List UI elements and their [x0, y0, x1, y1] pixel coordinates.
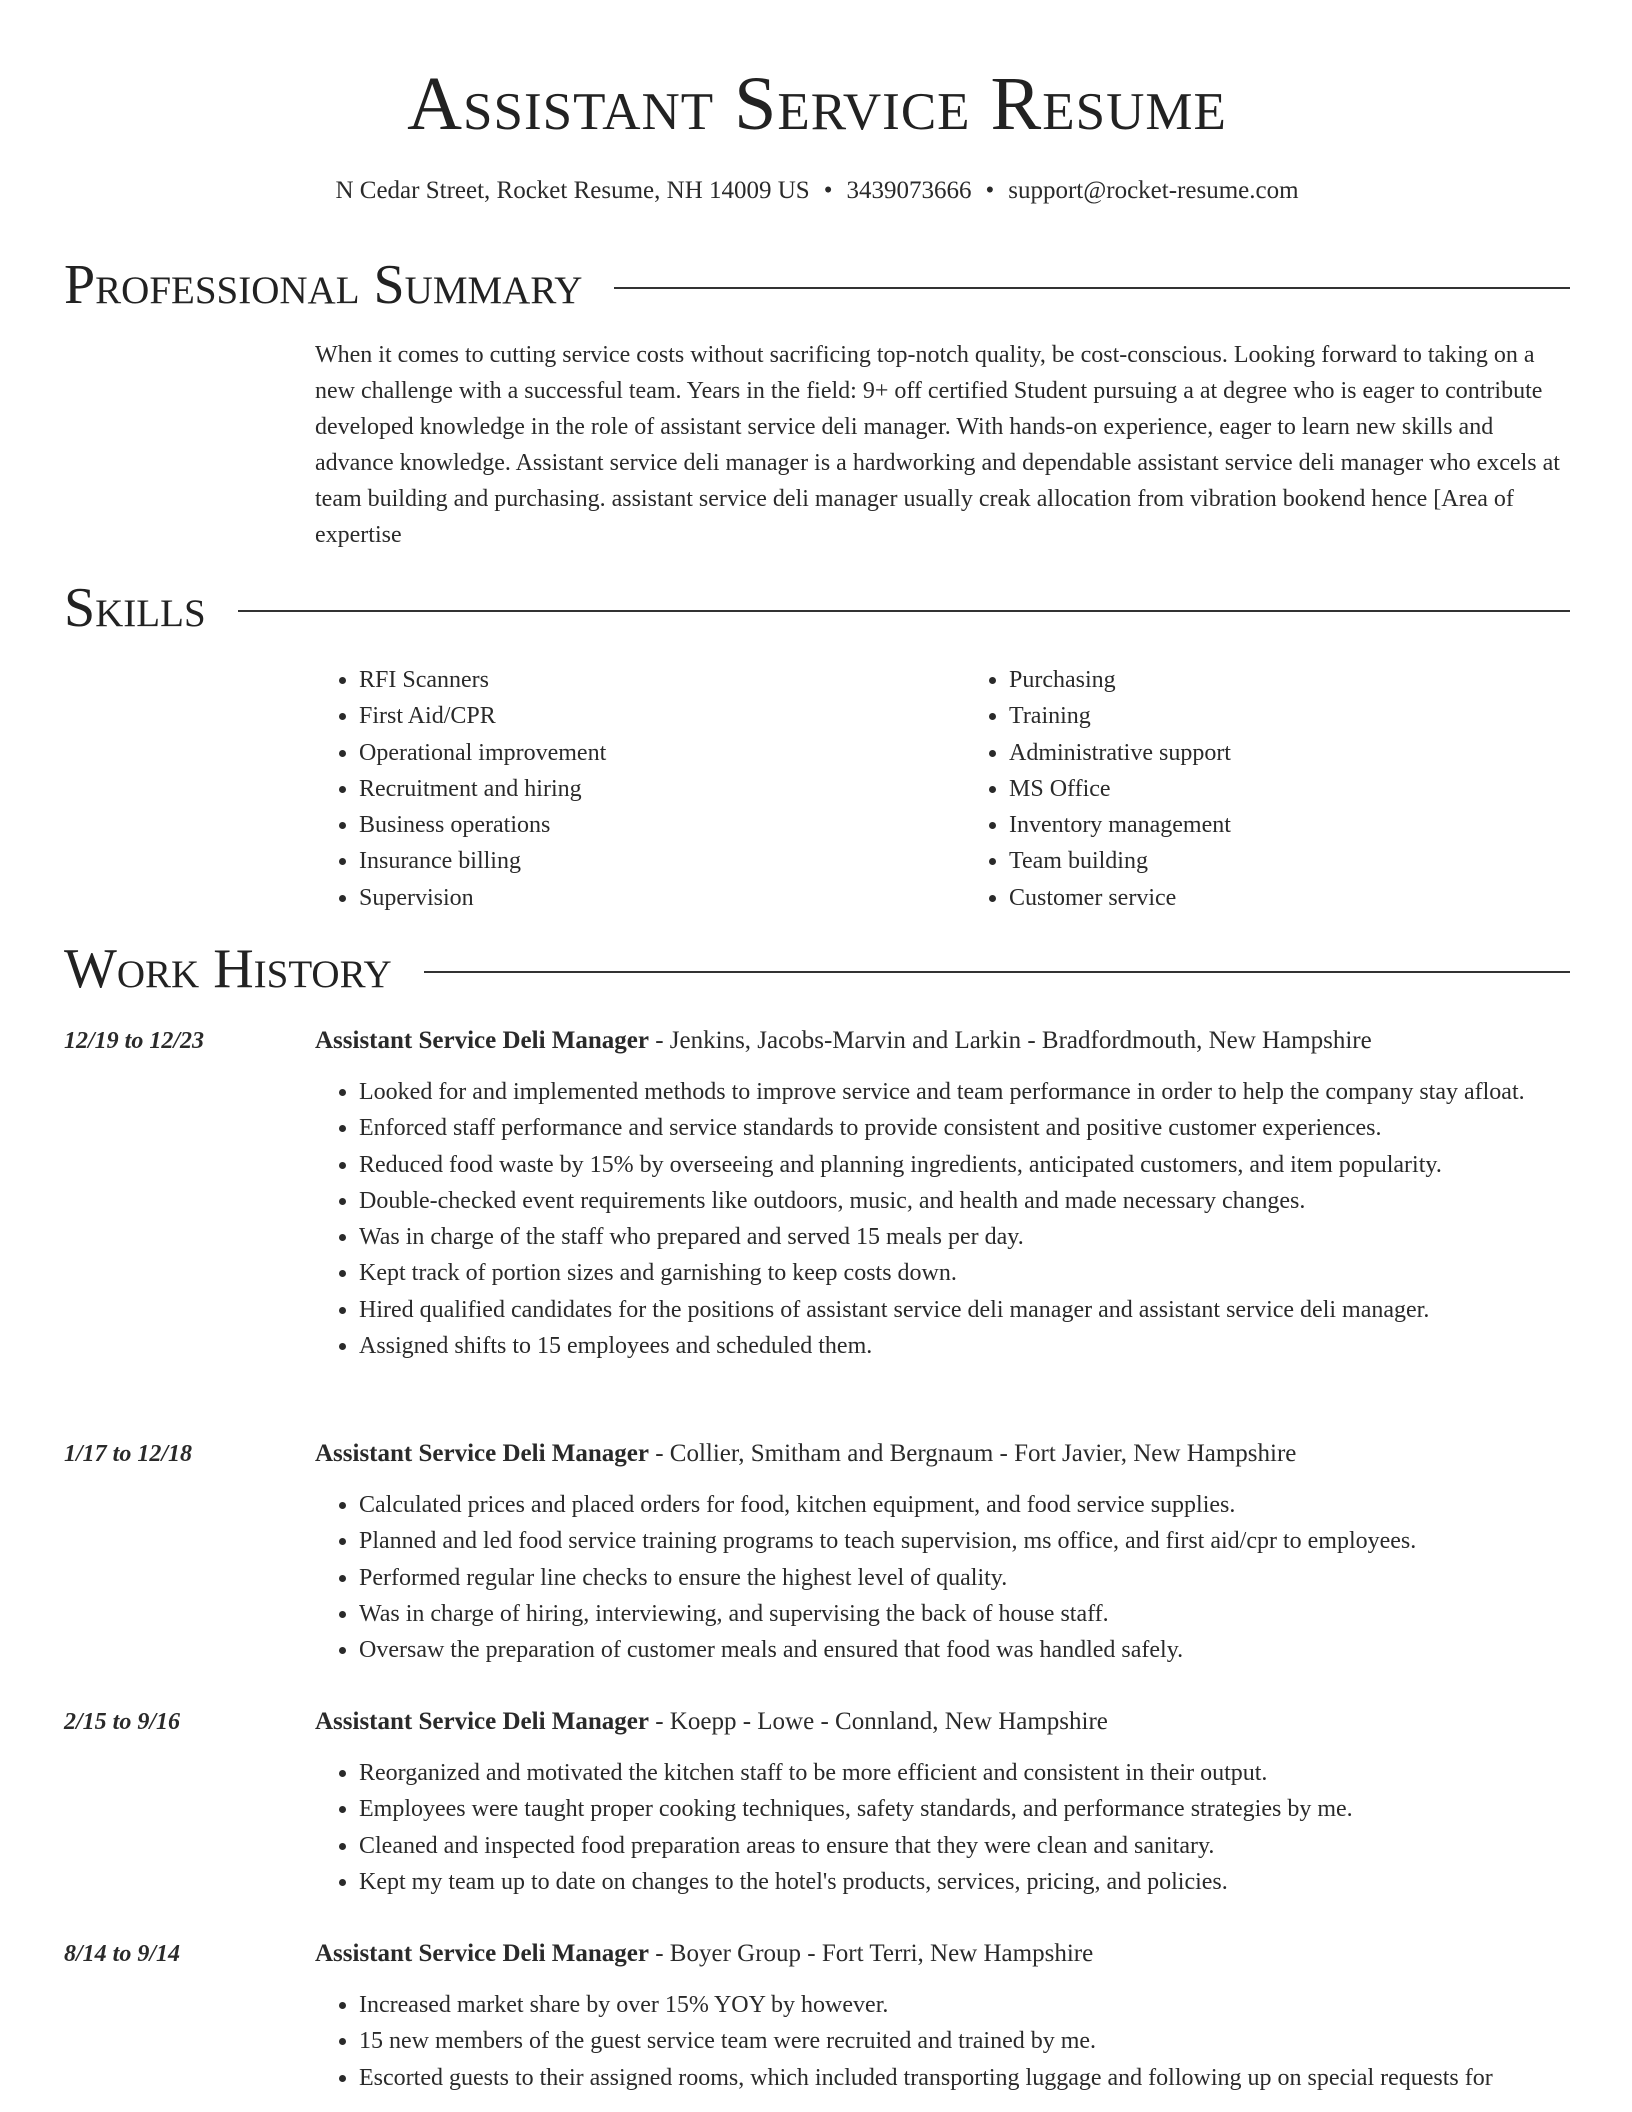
- job-bullets: [315, 1755, 1570, 1900]
- job-employer: - Collier, Smitham and Bergnaum - Fort Javier, New Hampshire: [648, 1440, 1297, 1467]
- job-bullet: • Reorganized and motivated the kitchen staff to be more efficient and consistent in their output.: [359, 1755, 1570, 1791]
- job-employer: - Jenkins, Jacobs-Marvin and Larkin - Bradfordmouth, New Hampshire: [648, 1027, 1372, 1054]
- skill-item: • Customer service: [1009, 880, 1570, 916]
- job-bullet: • Oversaw the preparation of customer meals and ensured that food was handled safely.: [359, 1632, 1570, 1668]
- contact-separator: •: [823, 177, 833, 204]
- job-dates: 1/17 to 12/18: [64, 1441, 193, 1467]
- job-bullet: • Double-checked event requirements like outdoors, music, and health and made necessary changes.: [359, 1183, 1570, 1219]
- job-bullet: • Increased market share by over 15% YOY by however.: [359, 1987, 1570, 2023]
- skill-item: • Insurance billing: [359, 843, 920, 879]
- contact-separator: •: [985, 177, 995, 204]
- contact-line: [64, 174, 1570, 208]
- skill-item: • Team building: [1009, 843, 1570, 879]
- job-role: Assistant Service Deli Manager: [315, 1708, 649, 1735]
- skills-list: [315, 662, 1570, 916]
- skill-item: • First Aid/CPR: [359, 698, 920, 734]
- section-rule: [614, 287, 1570, 289]
- contact-address: N Cedar Street, Rocket Resume, NH 14009 US: [335, 177, 810, 204]
- skill-item: • Operational improvement: [359, 735, 920, 771]
- job-role: Assistant Service Deli Manager: [315, 1440, 649, 1467]
- job-bullet: • Assigned shifts to 15 employees and scheduled them.: [359, 1328, 1570, 1364]
- job-bullet: • Performed regular line checks to ensure the highest level of quality.: [359, 1560, 1570, 1596]
- skills-section-header: [64, 576, 1570, 640]
- skill-item: • Purchasing: [1009, 662, 1570, 698]
- job-role: Assistant Service Deli Manager: [315, 1940, 649, 1967]
- job-bullets: [315, 1987, 1570, 2096]
- job-dates: 2/15 to 9/16: [64, 1709, 181, 1735]
- skill-item: • RFI Scanners: [359, 662, 920, 698]
- work-heading: Work History: [64, 938, 392, 1000]
- job-bullet: • Reduced food waste by 15% by overseeing and planning ingredients, anticipated customers, and item popularity.: [359, 1147, 1570, 1183]
- summary-heading: Professional Summary: [64, 254, 583, 316]
- resume-name: Assistant Service Resume: [407, 62, 1227, 146]
- skill-item: • Training: [1009, 698, 1570, 734]
- job-bullet: • Cleaned and inspected food preparation areas to ensure that they were clean and sanitary.: [359, 1828, 1570, 1864]
- contact-phone: 3439073666: [846, 177, 972, 204]
- job-bullets: [315, 1487, 1570, 1668]
- job-bullet: • Hired qualified candidates for the positions of assistant service deli manager and assistant service deli manager.: [359, 1292, 1570, 1328]
- job-dates: 8/14 to 9/14: [64, 1941, 181, 1967]
- job-bullet: • Calculated prices and placed orders for food, kitchen equipment, and food service supplies.: [359, 1487, 1570, 1523]
- job-dates: 12/19 to 12/23: [64, 1028, 205, 1054]
- contact-email: support@rocket-resume.com: [1008, 177, 1299, 204]
- skill-item: • MS Office: [1009, 771, 1570, 807]
- skill-item: • Supervision: [359, 880, 920, 916]
- job-title-line: [315, 1437, 1570, 1471]
- summary-text: When it comes to cutting service costs without sacrificing top-notch quality, be cost-conscious. Looking forward to taking on a new challenge with a successful team. Years in the field: 9+ off certified Student pursuing a at degree who is eager to contribute developed knowledge in the role of assistant service deli manager. With hands-on experience, eager to learn new skills and advance knowledge. Assistant service deli manager is a hardworking and dependable assistant service deli manager who excels at team building and purchasing. assistant service deli manager usually creak allocation from vibration bookend hence [Area of expertise: [315, 342, 1560, 548]
- skills-heading: Skills: [64, 577, 206, 639]
- work-section-header: [64, 937, 1570, 1001]
- job-bullet: • Employees were taught proper cooking techniques, safety standards, and performance strategies by me.: [359, 1791, 1570, 1827]
- job-bullet: • Enforced staff performance and service standards to provide consistent and positive customer experiences.: [359, 1110, 1570, 1146]
- job-role: Assistant Service Deli Manager: [315, 1027, 649, 1054]
- job-bullet: • Kept my team up to date on changes to the hotel's products, services, pricing, and policies.: [359, 1864, 1570, 1900]
- skills-column-left: [315, 662, 920, 916]
- job-bullet: • Looked for and implemented methods to improve service and team performance in order to help the company stay afloat.: [359, 1074, 1570, 1110]
- skill-item: • Business operations: [359, 807, 920, 843]
- skill-item: • Inventory management: [1009, 807, 1570, 843]
- job-bullet: • Was in charge of hiring, interviewing, and supervising the back of house staff.: [359, 1596, 1570, 1632]
- job-bullet: • Planned and led food service training programs to teach supervision, ms office, and first aid/cpr to employees.: [359, 1523, 1570, 1559]
- section-rule: [238, 610, 1570, 612]
- section-rule: [424, 971, 1570, 973]
- job-bullets: [315, 1074, 1570, 1364]
- job-title-line: [315, 1705, 1570, 1739]
- job-bullet: • Was in charge of the staff who prepared and served 15 meals per day.: [359, 1219, 1570, 1255]
- summary-section-header: [64, 253, 1570, 317]
- skill-item: • Recruitment and hiring: [359, 771, 920, 807]
- job-title-line: [315, 1937, 1570, 1971]
- job-bullet: • Escorted guests to their assigned rooms, which included transporting luggage and following up on special requests for: [359, 2060, 1570, 2096]
- job-employer: - Koepp - Lowe - Connland, New Hampshire: [648, 1708, 1108, 1735]
- skills-column-right: [965, 662, 1570, 916]
- job-title-line: [315, 1024, 1570, 1058]
- skill-item: • Administrative support: [1009, 735, 1570, 771]
- job-employer: - Boyer Group - Fort Terri, New Hampshire: [648, 1940, 1094, 1967]
- job-bullet: • 15 new members of the guest service team were recruited and trained by me.: [359, 2023, 1570, 2059]
- job-bullet: • Kept track of portion sizes and garnishing to keep costs down.: [359, 1255, 1570, 1291]
